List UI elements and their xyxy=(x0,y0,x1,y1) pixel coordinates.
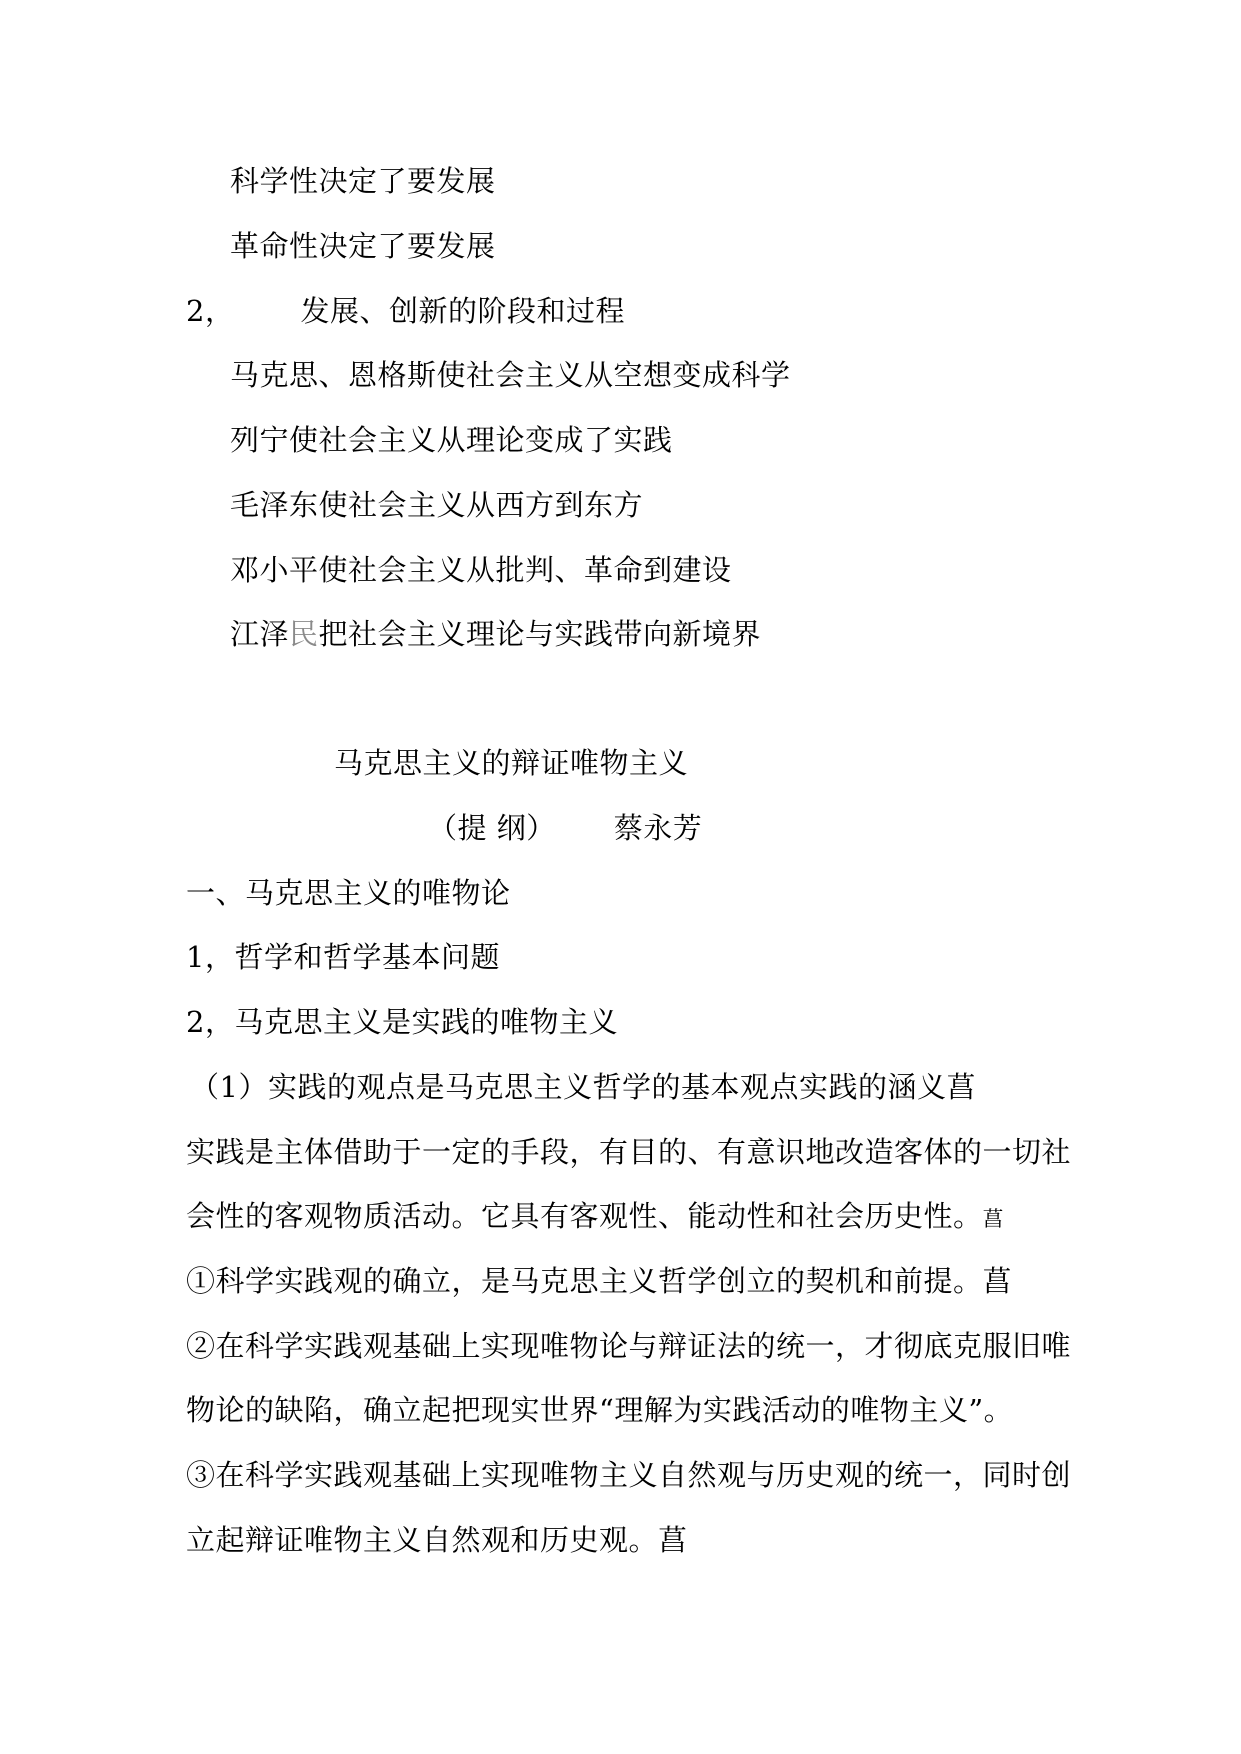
list-item: 毛泽东使社会主义从西方到东方 xyxy=(230,488,644,522)
section-heading: 一、马克思主义的唯物论 xyxy=(186,876,511,910)
numbered-heading xyxy=(186,291,625,331)
paragraph-text: 会性的客观物质活动。它具有客观性、能动性和社会历史性。 xyxy=(186,1199,983,1233)
paragraph-line xyxy=(186,1196,1004,1239)
heading-text: 发展、创新的阶段和过程 xyxy=(300,294,625,328)
paragraph-line: 立起辩证唯物主义自然观和历史观。菖 xyxy=(186,1523,688,1557)
heading-number: 2， xyxy=(186,294,235,328)
paragraph-line: ①科学实践观的确立，是马克思主义哲学创立的契机和前提。菖 xyxy=(186,1264,1013,1298)
list-item xyxy=(230,614,761,654)
subsection-heading: 1，哲学和哲学基本问题 xyxy=(186,940,500,974)
document-title: 马克思主义的辩证唯物主义 xyxy=(334,746,689,780)
text-line: 科学性决定了要发展 xyxy=(230,164,496,198)
subtitle-outline: （提 纲） xyxy=(428,811,556,845)
paragraph-line: 物论的缺陷，确立起把现实世界“理解为实践活动的唯物主义”。 xyxy=(186,1393,1014,1427)
text-line: 革命性决定了要发展 xyxy=(230,229,496,263)
paragraph-line: ③在科学实践观基础上实现唯物主义自然观与历史观的统一，同时创 xyxy=(186,1458,1072,1492)
paragraph-line: （1）实践的观点是马克思主义哲学的基本观点实践的涵义菖 xyxy=(190,1070,976,1104)
paragraph-line: 实践是主体借助于一定的手段，有目的、有意识地改造客体的一切社 xyxy=(186,1135,1072,1169)
paragraph-line: ②在科学实践观基础上实现唯物论与辩证法的统一，才彻底克服旧唯 xyxy=(186,1329,1072,1363)
list-item-text: 把社会主义理论与实践带向新境界 xyxy=(318,617,762,651)
faded-character: 民 xyxy=(289,617,319,651)
subsection-heading: 2，马克思主义是实践的唯物主义 xyxy=(186,1005,618,1039)
author-name: 蔡永芳 xyxy=(613,811,703,845)
list-item: 马克思、恩格斯使社会主义从空想变成科学 xyxy=(230,358,791,392)
list-item-text: 江泽 xyxy=(230,617,290,651)
list-item: 邓小平使社会主义从批判、革命到建设 xyxy=(230,553,732,587)
paragraph-mark: 菖 xyxy=(982,1207,1005,1231)
list-item: 列宁使社会主义从理论变成了实践 xyxy=(230,423,673,457)
document-subtitle xyxy=(428,808,702,848)
